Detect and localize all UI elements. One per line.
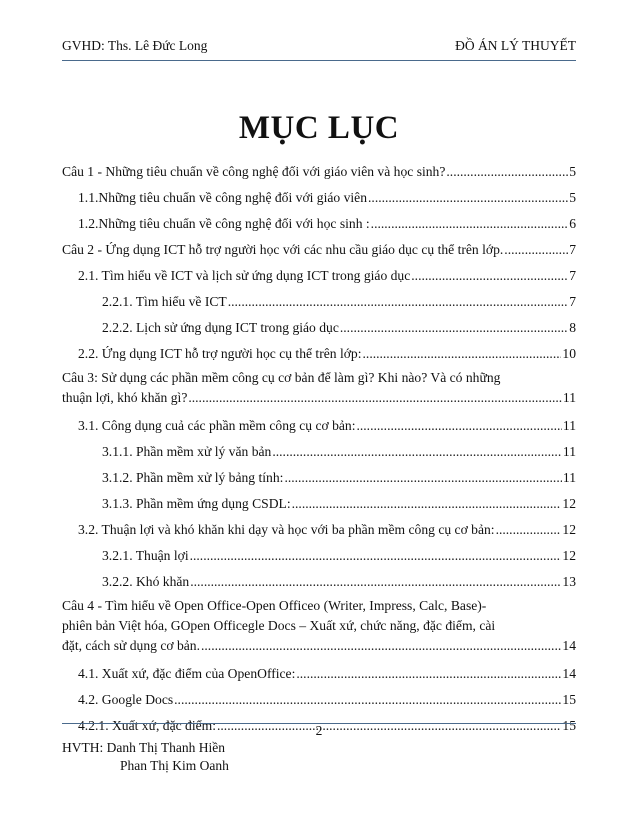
toc-label: 2.2.1. Tìm hiểu về ICT xyxy=(102,294,227,309)
toc-leader xyxy=(174,692,561,708)
toc-number: 1.2. xyxy=(78,216,99,231)
toc-leader xyxy=(272,444,562,460)
toc-leader xyxy=(411,268,568,284)
toc-page: 10 xyxy=(562,346,576,361)
toc-entry-cau-2[interactable] xyxy=(62,238,576,258)
table-of-contents xyxy=(62,160,576,740)
toc-entry-3-1-3[interactable] xyxy=(62,492,576,512)
toc-entry-3-1[interactable] xyxy=(62,414,576,434)
toc-page: 15 xyxy=(562,718,576,733)
toc-entry-4-1[interactable] xyxy=(62,662,576,682)
toc-leader xyxy=(188,388,562,408)
toc-leader xyxy=(190,574,561,590)
toc-entry-3-2-1[interactable] xyxy=(62,544,576,564)
toc-page: 5 xyxy=(569,164,576,179)
toc-entry-1-2[interactable] xyxy=(62,212,576,232)
toc-label: 3.1. Công dụng cuả các phần mềm công cụ cơ bản: xyxy=(78,418,356,433)
toc-label: Những tiêu chuẩn về công nghệ đối với học sinh : xyxy=(98,216,370,231)
toc-leader xyxy=(201,636,561,656)
toc-page: 7 xyxy=(569,242,576,257)
toc-page: 12 xyxy=(562,496,576,511)
toc-page: 13 xyxy=(562,574,576,589)
toc-page: 11 xyxy=(562,444,576,459)
toc-entry-2-2[interactable] xyxy=(62,342,576,362)
toc-page: 7 xyxy=(569,294,576,309)
toc-label: 2.1. Tìm hiểu về ICT và lịch sử ứng dụng ICT trong giáo dục xyxy=(78,268,411,283)
header-divider xyxy=(62,60,576,61)
toc-label: 2.2. Ứng dụng ICT hỗ trợ người học cụ thể trên lớp: xyxy=(78,346,362,361)
toc-number: 1.1. xyxy=(78,190,99,205)
toc-label-line: Câu 4 - Tìm hiểu về Open Office-Open Officeo (Writer, Impress, Calc, Base)- xyxy=(62,598,487,613)
toc-entry-3-2[interactable] xyxy=(62,518,576,538)
toc-leader xyxy=(496,522,562,538)
page-title: MỤC LỤC xyxy=(238,110,400,146)
toc-leader xyxy=(296,666,561,682)
toc-label: đặt, cách sử dụng cơ bản. xyxy=(62,638,200,653)
toc-page: 8 xyxy=(569,320,576,335)
toc-label: 4.2. Google Docs xyxy=(78,692,174,707)
toc-label: 3.1.1. Phần mềm xử lý văn bản xyxy=(102,444,272,459)
toc-leader xyxy=(446,164,568,180)
toc-label: 2.2.2. Lịch sử ứng dụng ICT trong giáo dục xyxy=(102,320,339,335)
toc-leader xyxy=(190,548,562,564)
toc-page: 12 xyxy=(562,548,576,563)
toc-label: 3.1.3. Phần mềm ứng dụng CSDL: xyxy=(102,496,291,511)
toc-entry-2-2-2[interactable] xyxy=(62,316,576,336)
toc-leader xyxy=(368,190,568,206)
toc-leader xyxy=(363,346,562,362)
toc-entry-3-2-2[interactable] xyxy=(62,570,576,590)
header-instructor: GVHD: Ths. Lê Đức Long xyxy=(62,38,208,53)
toc-page: 11 xyxy=(562,390,576,405)
toc-label-last-line xyxy=(62,636,576,656)
header-document-type: ĐỒ ÁN LÝ THUYẾT xyxy=(455,38,576,53)
toc-entry-2-1[interactable] xyxy=(62,264,576,284)
toc-leader xyxy=(284,470,561,486)
toc-entry-cau-4[interactable] xyxy=(62,596,576,656)
toc-leader xyxy=(371,216,569,232)
toc-entry-4-2[interactable] xyxy=(62,688,576,708)
toc-label-last-line xyxy=(62,388,576,408)
page-number: 2 xyxy=(315,723,323,738)
toc-leader xyxy=(228,294,568,310)
toc-label: Câu 2 - Ứng dụng ICT hỗ trợ người học với các nhu cầu giáo dục cụ thể trên lớp. xyxy=(62,242,504,257)
toc-label: Những tiêu chuẩn về công nghệ đối với giáo viên xyxy=(98,190,368,205)
toc-page: 14 xyxy=(562,666,576,681)
toc-label: 4.2.1. Xuất xứ, đặc điểm: xyxy=(78,718,216,733)
toc-label-line: phiên bản Việt hóa, GOpen Officegle Docs – Xuất xứ, chức năng, đặc điểm, cài xyxy=(62,618,496,633)
toc-leader xyxy=(292,496,562,512)
toc-label-line: Câu 3: Sử dụng các phần mềm công cụ cơ bản để làm gì? Khi nào? Và có những xyxy=(62,370,501,385)
toc-label: 3.2.1. Thuận lợi xyxy=(102,548,189,563)
toc-entry-3-1-2[interactable] xyxy=(62,466,576,486)
toc-entry-cau-3[interactable] xyxy=(62,368,576,408)
toc-leader xyxy=(504,242,568,258)
toc-page: 11 xyxy=(562,418,576,433)
toc-label: 3.2.2. Khó khăn xyxy=(102,574,190,589)
toc-entry-1-1[interactable] xyxy=(62,186,576,206)
toc-entry-2-2-1[interactable] xyxy=(62,290,576,310)
footer-student-2: Phan Thị Kim Oanh xyxy=(120,758,229,773)
toc-page: 12 xyxy=(562,522,576,537)
toc-page: 7 xyxy=(569,268,576,283)
footer-student-1: HVTH: Danh Thị Thanh Hiền xyxy=(62,740,225,755)
toc-entry-3-1-1[interactable] xyxy=(62,440,576,460)
toc-page: 5 xyxy=(569,190,576,205)
toc-label: Câu 1 - Những tiêu chuẩn về công nghệ đối với giáo viên và học sinh? xyxy=(62,164,446,179)
toc-label: 4.1. Xuất xứ, đặc điểm của OpenOffice: xyxy=(78,666,296,681)
toc-page: 15 xyxy=(562,692,576,707)
toc-leader xyxy=(356,418,561,434)
toc-label: 3.2. Thuận lợi và khó khăn khi dạy và học với ba phần mềm công cụ cơ bản: xyxy=(78,522,495,537)
toc-page: 14 xyxy=(562,638,576,653)
toc-leader xyxy=(340,320,568,336)
toc-entry-cau-1[interactable] xyxy=(62,160,576,180)
toc-page: 11 xyxy=(562,470,576,485)
toc-label: thuận lợi, khó khăn gì? xyxy=(62,390,188,405)
toc-page: 6 xyxy=(569,216,576,231)
toc-label: 3.1.2. Phần mềm xử lý bảng tính: xyxy=(102,470,284,485)
